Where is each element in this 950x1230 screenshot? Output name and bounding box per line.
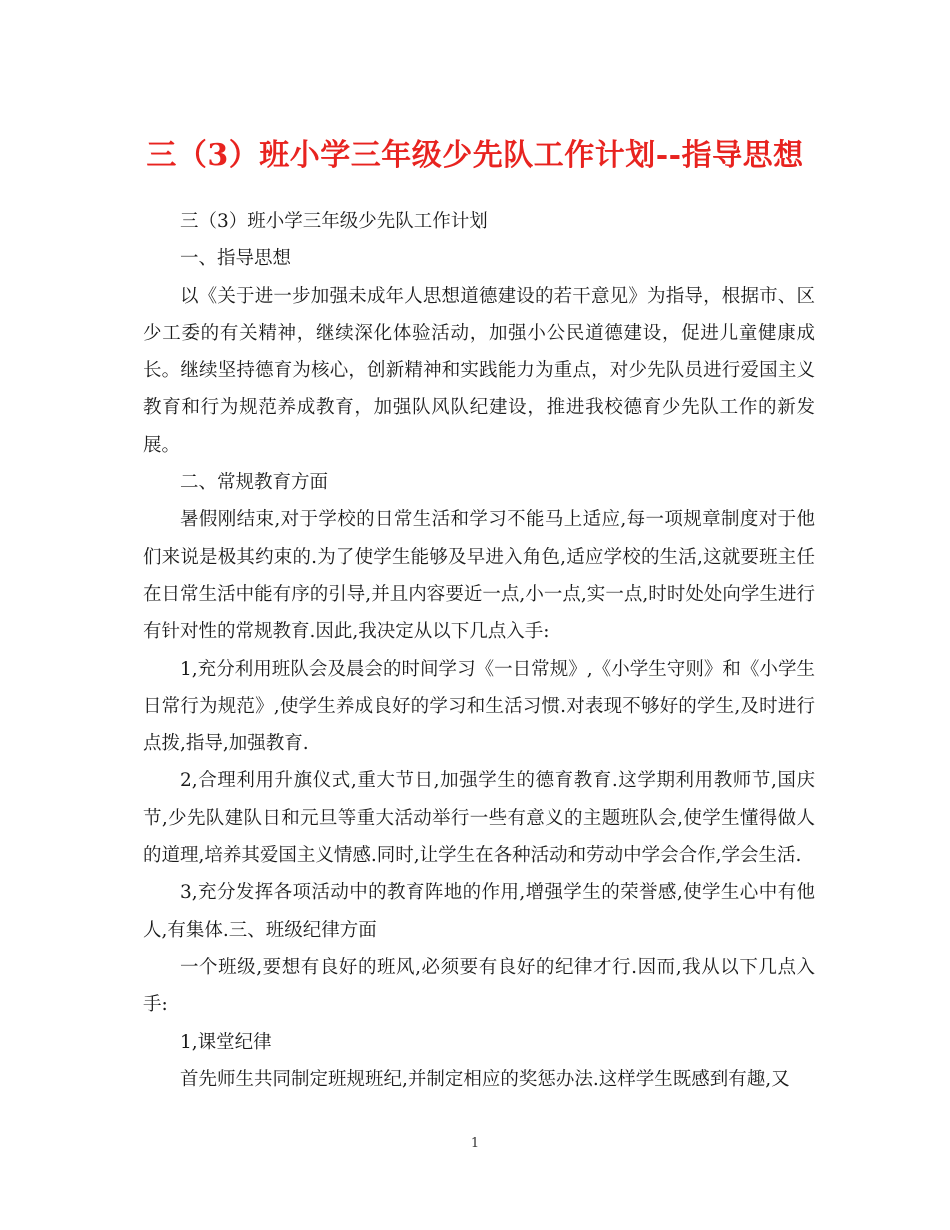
paragraph-routine-item-3: 3,充分发挥各项活动中的教育阵地的作用,增强学生的荣誉感,使学生心中有他人,有集体.三、班级纪律方面 — [143, 882, 815, 941]
paragraph-guiding-ideology: 以《关于进一步加强未成年人思想道德建设的若干意见》为指导，根据市、区少工委的有关精神，继续深化体验活动，加强小公民道德建设，促进儿童健康成长。继续坚持德育为核心，创新精神和实践能力为重点，对少先队员进行爱国主义教育和行为规范养成教育，加强队风队纪建设，推进我校德育少先队工作的新发展。 — [143, 285, 815, 456]
paragraph-routine-intro: 暑假刚结束,对于学校的日常生活和学习不能马上适应,每一项规章制度对于他们来说是极其约束的.为了使学生能够及早进入角色,适应学校的生活,这就要班主任在日常生活中能有序的引导,并且内容要近一点,小一点,实一点,时时处处向学生进行有针对性的常规教育.因此,我决定从以下几点入手: — [143, 509, 815, 643]
document-body — [143, 203, 815, 1098]
page-number: 1 — [470, 1136, 480, 1151]
paragraph-routine-item-2: 2,合理利用升旗仪式,重大节日,加强学生的德育教育.这学期利用教师节,国庆节,少先队建队日和元旦等重大活动举行一些有意义的主题班队会,使学生懂得做人的道理,培养其爱国主义情感.同时,让学生在各种活动和劳动中学会合作,学会生活. — [143, 770, 815, 867]
paragraph-routine-item-1: 1,充分利用班队会及晨会的时间学习《一日常规》,《小学生守则》和《小学生日常行为规范》,使学生养成良好的学习和生活习惯.对表现不够好的学生,及时进行点拨,指导,加强教育. — [143, 658, 815, 755]
heading-guiding-ideology: 一、指导思想 — [180, 248, 292, 270]
document-title: 三（3）班小学三年级少先队工作计划--指导思想 — [146, 138, 804, 173]
heading-classroom-discipline: 1,课堂纪律 — [180, 1031, 272, 1053]
paragraph-classroom-discipline: 首先师生共同制定班规班纪,并制定相应的奖惩办法.这样学生既感到有趣,又 — [180, 1068, 790, 1090]
heading-routine-education: 二、常规教育方面 — [180, 472, 329, 494]
paragraph-discipline-intro: 一个班级,要想有良好的班风,必须要有良好的纪律才行.因而,我从以下几点入手: — [143, 956, 815, 1016]
paragraph-plan-name: 三（3）班小学三年级少先队工作计划 — [180, 211, 488, 232]
